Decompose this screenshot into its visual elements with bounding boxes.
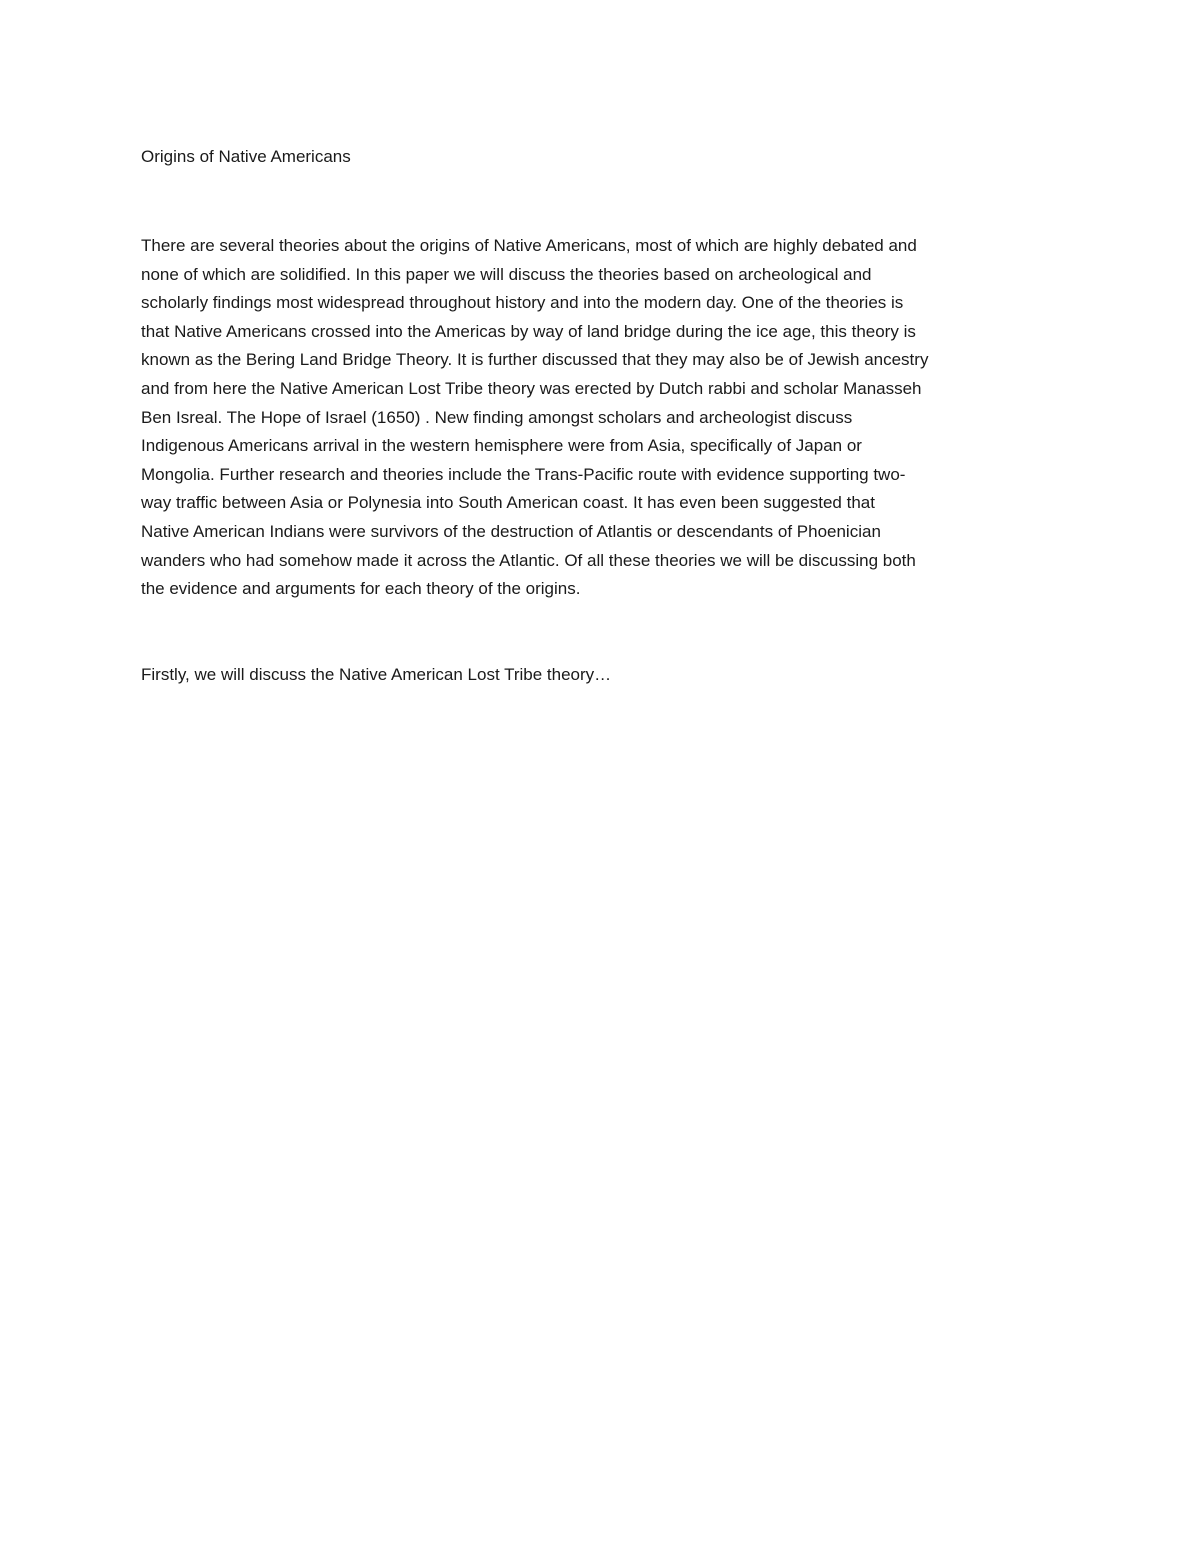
paragraph-line: that Native Americans crossed into the Americas by way of land bridge during the ice age, this theory is: [141, 321, 916, 341]
paragraph-line: Indigenous Americans arrival in the western hemisphere were from Asia, specifically of Japan or: [141, 436, 862, 456]
paragraph-line: Mongolia. Further research and theories include the Trans-Pacific route with evidence supporting two-: [141, 464, 906, 484]
closing-paragraph: Firstly, we will discuss the Native American Lost Tribe theory…: [141, 665, 612, 684]
paragraph-line: There are several theories about the origins of Native Americans, most of which are highly debated and: [141, 236, 917, 255]
paragraph-line: scholarly findings most widespread throughout history and into the modern day. One of the theories is: [141, 293, 904, 313]
document-title: Origins of Native Americans: [141, 147, 351, 166]
paragraph-line: none of which are solidified. In this paper we will discuss the theories based on archeological and: [141, 264, 872, 284]
paragraph-line: known as the Bering Land Bridge Theory. It is further discussed that they may also be of Jewish ancestry: [141, 350, 929, 370]
intro-paragraph: [141, 232, 1061, 604]
paragraph-line: Ben Isreal. The Hope of Israel (1650) . New finding amongst scholars and archeologist discuss: [141, 407, 853, 427]
paragraph-line: wanders who had somehow made it across the Atlantic. Of all these theories we will be discussing both: [141, 550, 916, 570]
paragraph-line: Native American Indians were survivors of the destruction of Atlantis or descendants of Phoenician: [141, 521, 881, 541]
paragraph-line: way traffic between Asia or Polynesia into South American coast. It has even been suggested that: [141, 493, 875, 513]
paragraph-line: the evidence and arguments for each theory of the origins.: [141, 579, 581, 599]
paragraph-line: and from here the Native American Lost Tribe theory was erected by Dutch rabbi and scholar Manasseh: [141, 378, 922, 398]
